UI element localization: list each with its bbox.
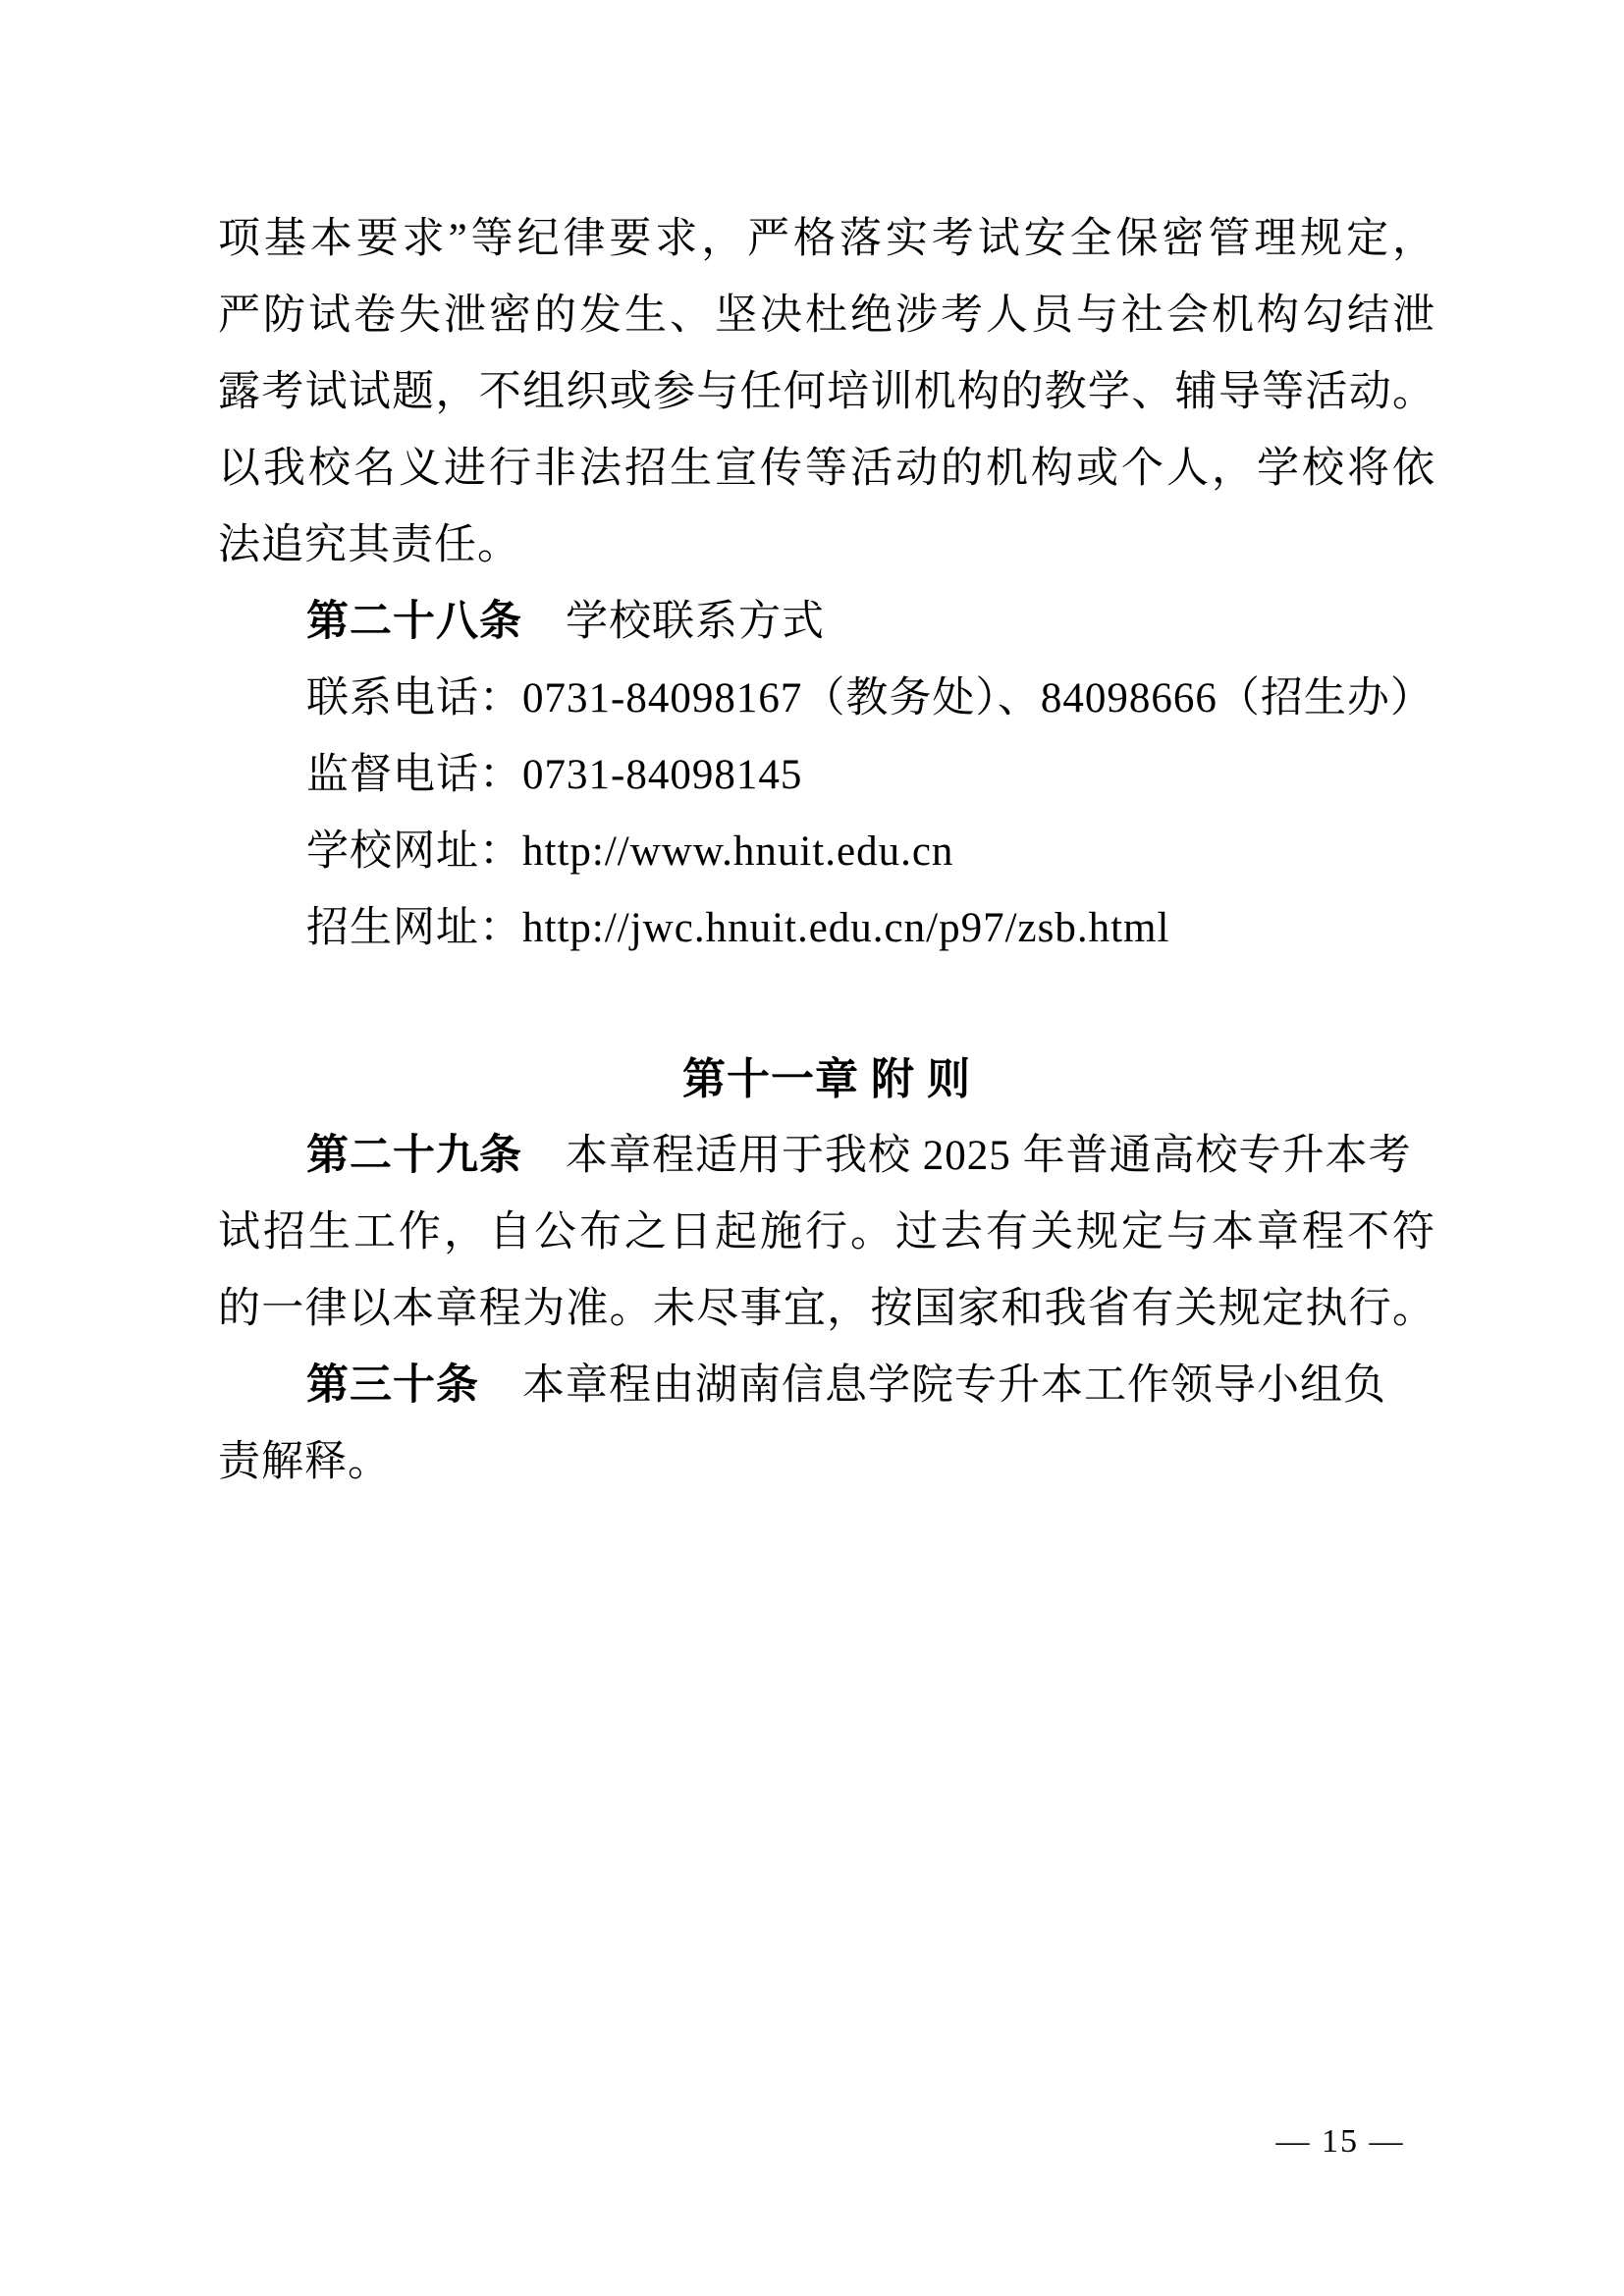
document-body: [218, 201, 1435, 1501]
paragraph-line: 法追究其责任。: [218, 522, 520, 568]
supervise-phone-line: 监督电话：0731-84098145: [306, 752, 803, 798]
blank-gap: [218, 967, 1435, 1041]
article-28-heading-line: [218, 584, 1435, 661]
article-28-label: 第二十八条: [306, 599, 522, 645]
page-number: — 15 —: [1275, 2123, 1405, 2160]
article-29-label: 第二十九条: [306, 1133, 522, 1179]
article-28-title: 学校联系方式: [522, 599, 825, 645]
admission-website-line: 招生网址：http://jwc.hnuit.edu.cn/p97/zsb.html: [306, 905, 1170, 951]
paragraph-line: 露考试试题，不组织或参与任何培训机构的教学、辅导等活动。: [218, 369, 1435, 415]
paragraph-line: 的一律以本章程为准。未尽事宜，按国家和我省有关规定执行。: [218, 1286, 1435, 1332]
paragraph-line: 项基本要求”等纪律要求，严格落实考试安全保密管理规定，: [218, 216, 1435, 262]
contact-phone-line: 联系电话：0731-84098167（教务处）、84098666（招生办）: [306, 675, 1434, 721]
article-30-lead-line: [218, 1348, 1435, 1424]
school-website-line: 学校网址：http://www.hnuit.edu.cn: [306, 828, 954, 875]
article-29-text: 本章程适用于我校 2025 年普通高校专升本考: [522, 1133, 1412, 1179]
article-30-text: 本章程由湖南信息学院专升本工作领导小组负: [479, 1362, 1386, 1409]
paragraph-line: 责解释。: [218, 1439, 391, 1485]
article-29-lead-line: [218, 1118, 1435, 1195]
paragraph-line: 以我校名义进行非法招生宣传等活动的机构或个人，学校将依: [218, 446, 1435, 492]
paragraph-line: 严防试卷失泄密的发生、坚决杜绝涉考人员与社会机构勾结泄: [218, 293, 1435, 339]
paragraph-line: 试招生工作，自公布之日起施行。过去有关规定与本章程不符: [218, 1209, 1435, 1255]
chapter-heading: 第十一章 附 则: [682, 1055, 971, 1103]
article-30-label: 第三十条: [306, 1362, 479, 1409]
